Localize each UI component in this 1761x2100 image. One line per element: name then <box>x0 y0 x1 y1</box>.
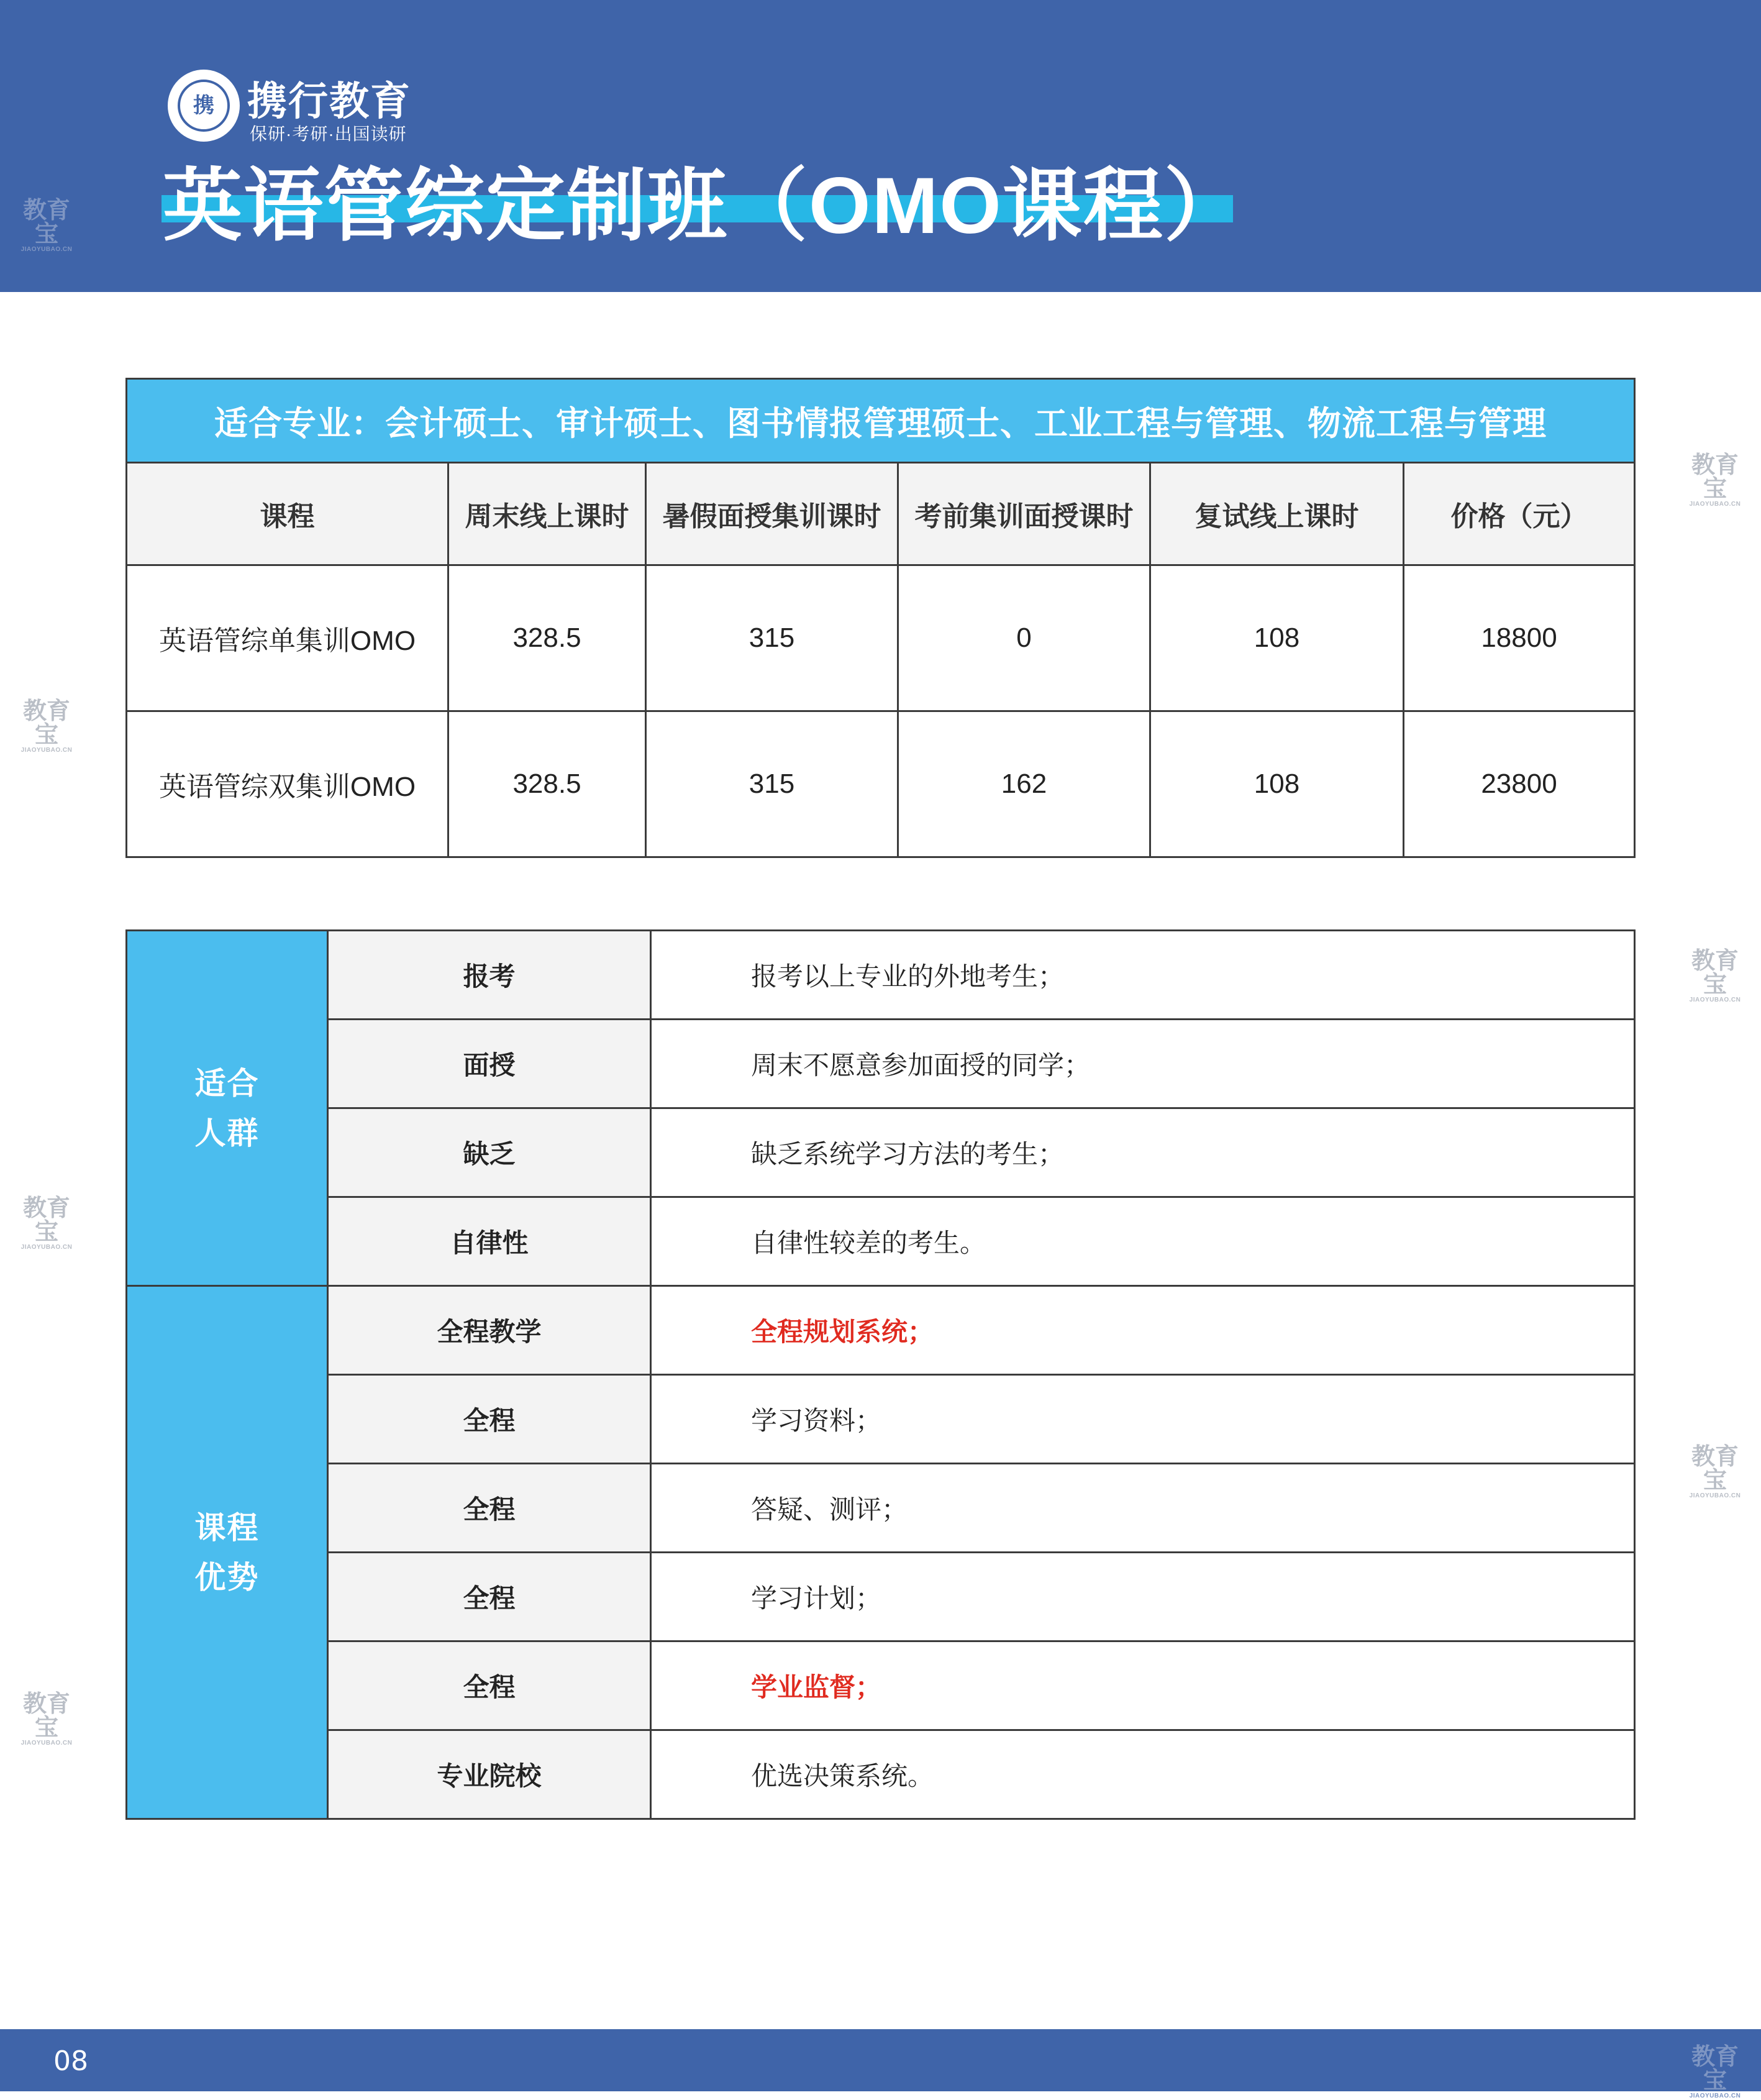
header-band <box>0 0 1761 292</box>
course-name-cell: 英语管综单集训OMO <box>127 565 448 711</box>
row-description: 学习资料； <box>651 1375 1635 1464</box>
row-label: 自律性 <box>328 1197 651 1286</box>
column-header: 价格（元） <box>1404 463 1635 565</box>
page-number: 08 <box>53 2045 88 2077</box>
watermark-domain: JIAOYUBAO.CN <box>1689 1492 1741 1499</box>
table-row <box>127 711 1635 857</box>
weekend-online-hours-cell: 328.5 <box>448 711 646 857</box>
course-name-cell: 英语管综双集训OMO <box>127 711 448 857</box>
row-label: 全程 <box>328 1641 651 1730</box>
table-row <box>127 1553 1635 1641</box>
row-description: 自律性较差的考生。 <box>651 1197 1635 1286</box>
watermark <box>1681 454 1749 508</box>
column-header: 暑假面授集训课时 <box>646 463 898 565</box>
row-label: 全程教学 <box>328 1286 651 1375</box>
watermark-name: 教育宝 <box>1691 2044 1739 2094</box>
row-description: 缺乏系统学习方法的考生； <box>651 1108 1635 1197</box>
watermark-domain: JIAOYUBAO.CN <box>20 747 73 754</box>
watermark-name: 教育宝 <box>22 198 70 247</box>
watermark <box>12 1197 81 1251</box>
column-header: 课程 <box>127 463 448 565</box>
watermark <box>12 700 81 754</box>
logo-tagline: 保研·考研·出国读研 <box>250 124 407 144</box>
row-description: 优选决策系统。 <box>651 1730 1635 1819</box>
row-label: 全程 <box>328 1553 651 1641</box>
watermark <box>12 1692 81 1747</box>
row-description: 报考以上专业的外地考生； <box>651 931 1635 1020</box>
row-label: 缺乏 <box>328 1108 651 1197</box>
table-row <box>127 1108 1635 1197</box>
row-label: 全程 <box>328 1464 651 1553</box>
table-row <box>127 1197 1635 1286</box>
watermark-name: 教育宝 <box>22 1691 70 1741</box>
row-label: 面授 <box>328 1020 651 1108</box>
group-label-text: 适合 人群 <box>194 1066 260 1151</box>
table-row <box>127 1464 1635 1553</box>
summer-onsite-hours-cell: 315 <box>646 711 898 857</box>
pre-exam-onsite-hours-cell: 162 <box>898 711 1150 857</box>
row-description: 学习计划； <box>651 1553 1635 1641</box>
logo-emblem-icon <box>168 70 240 142</box>
row-description: 周末不愿意参加面授的同学； <box>651 1020 1635 1108</box>
row-description-highlight: 学业监督； <box>651 1641 1635 1730</box>
group-label-text: 课程 优势 <box>194 1510 260 1595</box>
watermark <box>1681 1445 1749 1500</box>
watermark-domain: JIAOYUBAO.CN <box>1689 997 1741 1003</box>
page-title: 英语管综定制班（OMO课程） <box>163 162 1245 250</box>
column-header: 周末线上课时 <box>448 463 646 565</box>
watermark-domain: JIAOYUBAO.CN <box>1689 2093 1741 2099</box>
table-row <box>127 1730 1635 1819</box>
summer-onsite-hours-cell: 315 <box>646 565 898 711</box>
watermark-domain: JIAOYUBAO.CN <box>20 1244 73 1251</box>
table-row <box>127 1286 1635 1375</box>
course-features-table <box>125 929 1636 1820</box>
logo-mark: 携 <box>178 80 230 132</box>
weekend-online-hours-cell: 328.5 <box>448 565 646 711</box>
price-cell: 23800 <box>1404 711 1635 857</box>
suitable-majors-caption: 适合专业：会计硕士、审计硕士、图书情报管理硕士、工业工程与管理、物流工程与管理 <box>127 379 1635 463</box>
footer-band <box>0 2029 1761 2099</box>
table-row <box>127 565 1635 711</box>
watermark-name: 教育宝 <box>22 698 70 748</box>
retest-online-hours-cell: 108 <box>1150 565 1404 711</box>
watermark-name: 教育宝 <box>1691 948 1739 998</box>
table-header-row <box>127 463 1635 565</box>
watermark-domain: JIAOYUBAO.CN <box>20 1740 73 1746</box>
watermark-domain: JIAOYUBAO.CN <box>1689 501 1741 508</box>
watermark <box>1681 949 1749 1004</box>
row-label: 全程 <box>328 1375 651 1464</box>
logo-name: 携行教育 <box>247 79 411 124</box>
watermark <box>1681 2045 1749 2100</box>
row-label: 专业院校 <box>328 1730 651 1819</box>
column-header: 复试线上课时 <box>1150 463 1404 565</box>
watermark-name: 教育宝 <box>1691 452 1739 502</box>
row-description: 答疑、测评； <box>651 1464 1635 1553</box>
price-cell: 18800 <box>1404 565 1635 711</box>
retest-online-hours-cell: 108 <box>1150 711 1404 857</box>
course-price-table <box>125 378 1636 858</box>
watermark-domain: JIAOYUBAO.CN <box>20 246 73 253</box>
watermark-name: 教育宝 <box>22 1195 70 1245</box>
watermark-name: 教育宝 <box>1691 1444 1739 1494</box>
table-row <box>127 1020 1635 1108</box>
column-header: 考前集训面授课时 <box>898 463 1150 565</box>
table-row <box>127 1375 1635 1464</box>
group-label-audience <box>127 931 328 1286</box>
row-description-highlight: 全程规划系统； <box>651 1286 1635 1375</box>
table-row <box>127 931 1635 1020</box>
brand-logo <box>168 70 429 144</box>
table-row <box>127 1641 1635 1730</box>
watermark <box>12 199 81 253</box>
pre-exam-onsite-hours-cell: 0 <box>898 565 1150 711</box>
row-label: 报考 <box>328 931 651 1020</box>
group-label-advantages <box>127 1286 328 1819</box>
